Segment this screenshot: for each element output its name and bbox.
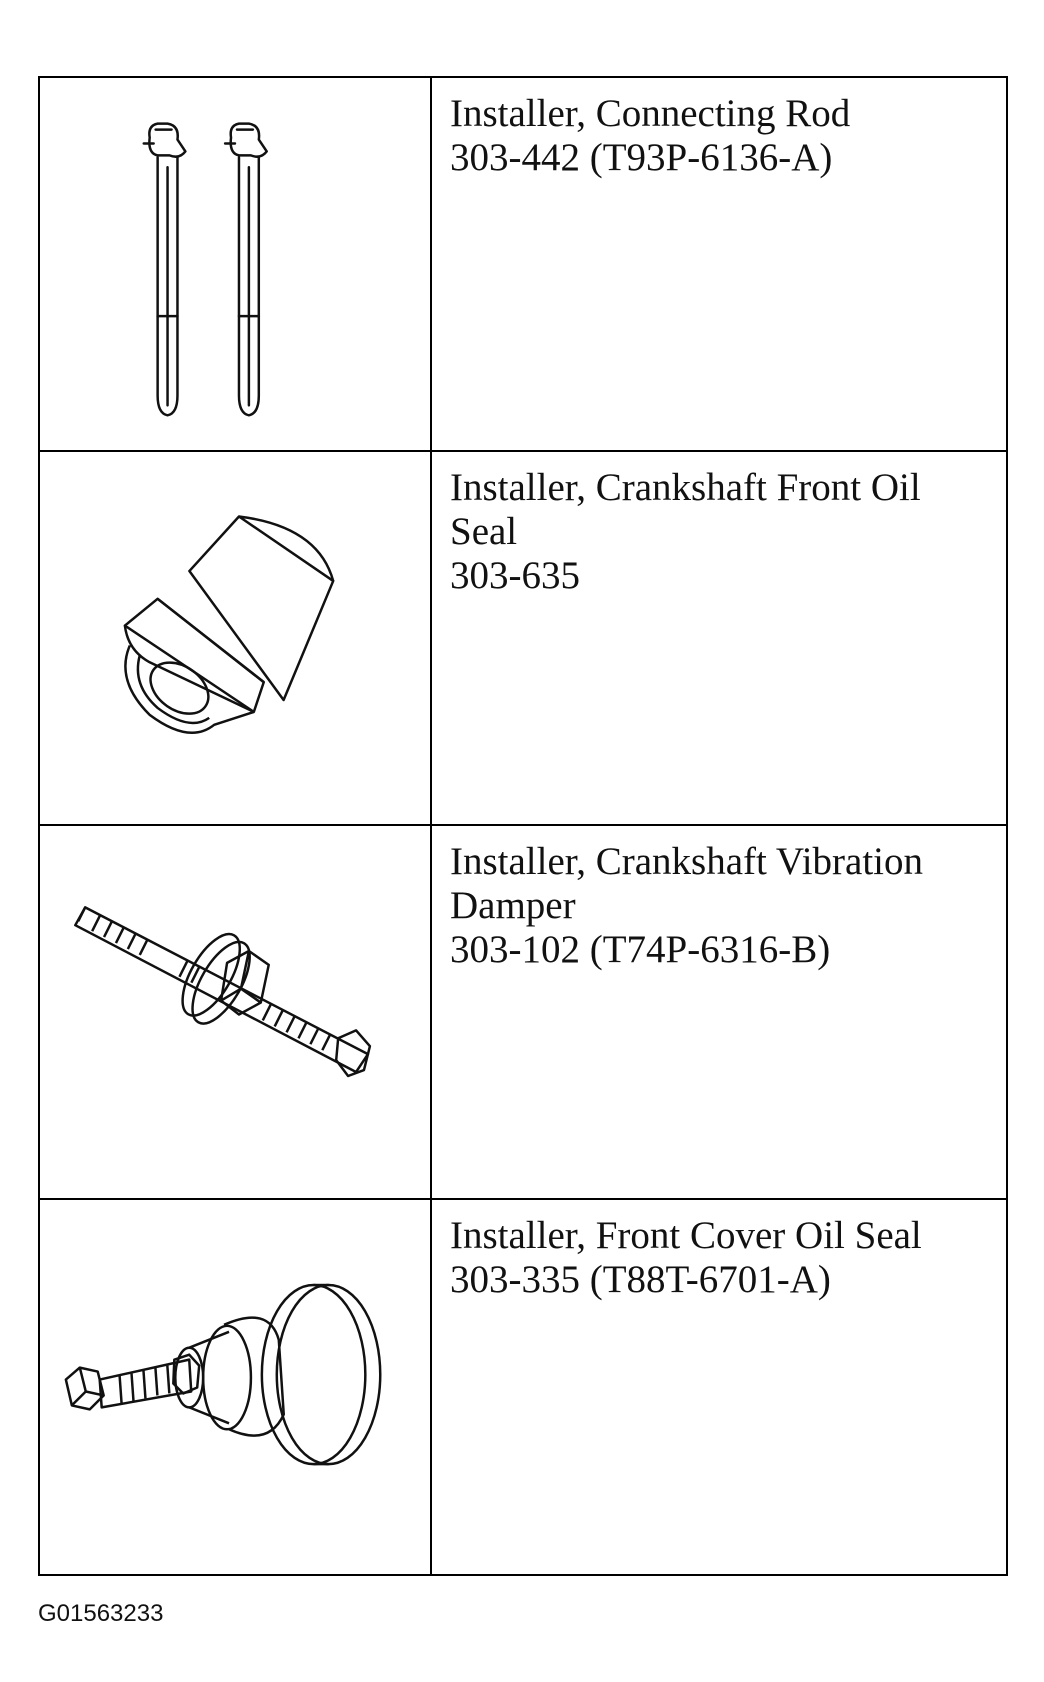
- front-cover-oil-seal-installer-illustration: [40, 1200, 430, 1574]
- special-tools-table: [38, 76, 1008, 1576]
- tool-description: Installer, Front Cover Oil Seal 303-335 (T88T-6701-A): [450, 1214, 922, 1301]
- tool-illustration-cell: [40, 826, 432, 1200]
- tool-description-cell: [432, 1200, 1006, 1574]
- tool-description: Installer, Crankshaft Front Oil Seal 303-635: [450, 466, 921, 597]
- tool-illustration-cell: [40, 1200, 432, 1574]
- crankshaft-vibration-damper-installer-illustration: [40, 826, 430, 1198]
- tool-description: Installer, Crankshaft Vibration Damper 303-102 (T74P-6316-B): [450, 840, 924, 971]
- tool-illustration-cell: [40, 452, 432, 826]
- tool-description-cell: [432, 452, 1006, 826]
- tool-description-cell: [432, 826, 1006, 1200]
- tool-description-cell: [432, 78, 1006, 452]
- crankshaft-front-oil-seal-installer-illustration: [40, 452, 430, 824]
- figure-id-label: G01563233: [38, 1600, 164, 1627]
- tool-description: Installer, Connecting Rod 303-442 (T93P-6136-A): [450, 92, 851, 179]
- tool-illustration-cell: [40, 78, 432, 452]
- connecting-rod-installer-illustration: [40, 78, 430, 450]
